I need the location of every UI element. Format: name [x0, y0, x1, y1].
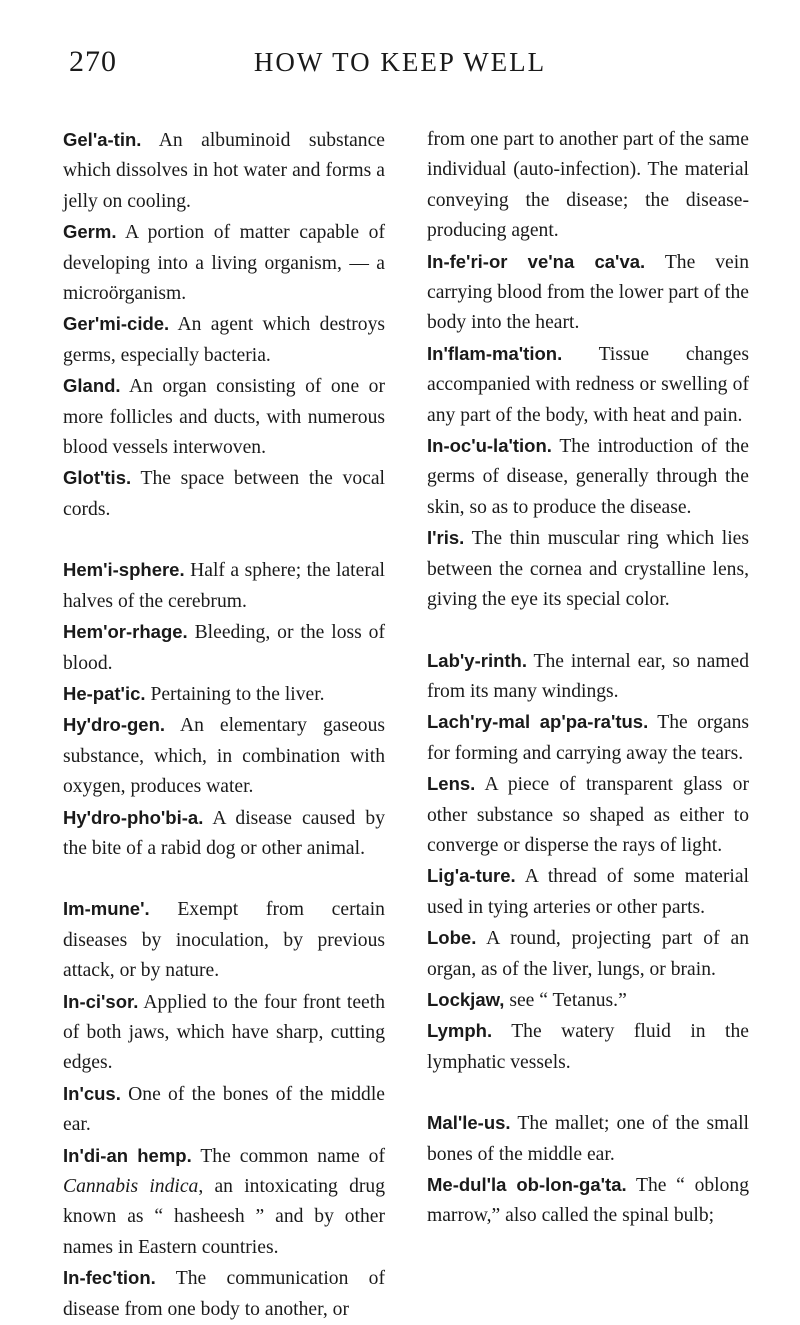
entry-term: Glot'tis.: [63, 467, 132, 489]
entry-definition: The vein carrying blood from the lower part of the body into the heart.: [427, 251, 749, 334]
entry-definition: An elementary gaseous substance, which, in combination with oxygen, produces water.: [63, 715, 385, 798]
entry-definition: An agent which destroys germs, especially bacteria.: [63, 314, 385, 366]
entry-italic-term: Cannabis indica: [63, 1176, 199, 1197]
entry-term: Lab'y-rinth.: [427, 649, 527, 671]
entry-definition: A round, projecting part of an organ, as of the liver, lungs, or brain.: [427, 928, 749, 980]
entry-definition: Half a sphere; the lateral halves of the cerebrum.: [63, 560, 385, 612]
glossary-entry: [63, 555, 385, 617]
entry-term: Lymph.: [427, 1020, 493, 1042]
entry-term: In-ci'sor.: [63, 990, 139, 1012]
entry-definition: Bleeding, or the loss of blood.: [63, 622, 385, 674]
entry-term: In'cus.: [63, 1082, 121, 1104]
entry-definition: A disease caused by the bite of a rabid dog or other animal.: [63, 807, 385, 859]
entry-definition: The internal ear, so named from its many windings.: [427, 650, 749, 702]
entry-definition: Exempt from certain diseases by inoculation, by previous attack, or by nature.: [63, 899, 385, 982]
glossary-entry: [63, 371, 385, 463]
entry-term: Lobe.: [427, 927, 477, 949]
glossary-entry: [427, 431, 749, 523]
glossary-entry: [427, 769, 749, 861]
entry-definition: The watery fluid in the lymphatic vessels.: [427, 1021, 749, 1073]
glossary-entry: [63, 894, 385, 986]
entry-definition: Applied to the four front teeth of both jaws, which have sharp, cutting edges.: [63, 991, 385, 1074]
section-gap: [63, 864, 385, 894]
left-column: [63, 125, 385, 1325]
page-header: [0, 44, 800, 84]
entry-term: Hem'or-rhage.: [63, 621, 188, 643]
entry-term: In'flam-ma'tion.: [427, 342, 563, 364]
glossary-entry: [63, 803, 385, 865]
glossary-entry: [63, 217, 385, 309]
glossary-entry: [63, 617, 385, 679]
entry-term: Hy'dro-pho'bi-a.: [63, 806, 204, 828]
glossary-entry: [427, 1170, 749, 1232]
entry-definition: Pertaining to the liver.: [150, 683, 325, 705]
entry-term: In-fec'tion.: [63, 1267, 156, 1289]
entry-term: Lens.: [427, 773, 476, 795]
glossary-entry: [427, 646, 749, 708]
glossary-entry: [63, 987, 385, 1079]
entry-definition: The introduction of the germs of disease, generally through the skin, so as to produce the disease.: [427, 436, 750, 518]
entry-term: He-pat'ic.: [63, 682, 146, 704]
entry-definition: , an intoxicating drug known as “ hasheesh ” and by other names in Eastern countries.: [63, 1176, 385, 1258]
glossary-entry: [427, 523, 749, 615]
glossary-entry-continued: [427, 125, 749, 247]
glossary-entry: [427, 339, 749, 431]
glossary-entry: [427, 923, 749, 985]
entry-definition: Tissue changes accompanied with redness or swelling of any part of the body, with heat and pain.: [427, 343, 749, 426]
entry-term: Hem'i-sphere.: [63, 559, 185, 581]
entry-term: Me-dul'la ob-lon-ga'ta.: [427, 1174, 627, 1195]
entry-definition: from one part to another part of the same individual (auto-infection). The material conveying the disease; the disease-producing agent.: [427, 129, 749, 242]
glossary-entry: [427, 1108, 749, 1170]
glossary-entry: [427, 707, 749, 769]
entry-term: Germ.: [63, 221, 117, 243]
entry-term: Gel'a-tin.: [63, 129, 142, 150]
entry-term: Mal'le-us.: [427, 1112, 511, 1134]
entry-definition: One of the bones of the middle ear.: [63, 1083, 385, 1136]
entry-definition: A portion of matter capable of developing into a living organism, — a microörganism.: [63, 222, 385, 305]
entry-definition: The common name of: [200, 1145, 385, 1167]
section-gap: [427, 1078, 749, 1108]
glossary-entry: [63, 309, 385, 371]
glossary-entry: [63, 1079, 385, 1141]
entry-term: Ger'mi-cide.: [63, 313, 170, 335]
entry-term: In'di-an hemp.: [63, 1144, 192, 1166]
entry-definition: see “ Tetanus.”: [509, 989, 627, 1011]
glossary-entry: [63, 1141, 385, 1264]
entry-definition: The “ oblong marrow,” also called the spinal bulb;: [427, 1175, 749, 1227]
entry-term: Lig'a-ture.: [427, 865, 516, 887]
entry-definition: An organ consisting of one or more follicles and ducts, with numerous blood vessels interwoven.: [63, 376, 385, 459]
glossary-entry: [63, 679, 385, 710]
glossary-entry: [427, 861, 749, 923]
section-gap: [427, 616, 749, 646]
entry-term: In-oc'u-la'tion.: [427, 435, 552, 457]
right-column: [427, 125, 749, 1232]
glossary-entry: [427, 985, 749, 1016]
glossary-entry: [63, 1263, 385, 1325]
entry-term: Lockjaw,: [427, 988, 505, 1010]
section-gap: [63, 525, 385, 555]
entry-term: Lach'ry-mal ap'pa-ra'tus.: [427, 711, 649, 733]
glossary-entry: [63, 710, 385, 802]
glossary-entry: [63, 125, 385, 217]
entry-definition: The space between the vocal cords.: [63, 468, 386, 520]
running-head: HOW TO KEEP WELL: [253, 47, 547, 77]
entry-definition: An albuminoid substance which dissolves in hot water and forms a jelly on cooling.: [63, 130, 385, 212]
entry-definition: A piece of transparent glass or other substance so shaped as either to converge or disperse the rays of light.: [427, 774, 749, 856]
glossary-entry: [427, 1016, 749, 1078]
entry-term: Gland.: [63, 375, 121, 397]
entry-definition: The mallet; one of the small bones of the middle ear.: [427, 1113, 750, 1165]
glossary-entry: [427, 247, 749, 339]
entry-term: I'ris.: [427, 527, 465, 549]
entry-definition: The organs for forming and carrying away the tears.: [427, 712, 750, 764]
entry-term: Im-mune'.: [63, 898, 150, 920]
entry-definition: A thread of some material used in tying arteries or other parts.: [427, 866, 749, 918]
entry-definition: The thin muscular ring which lies between the cornea and crystalline lens, giving the eye its special color.: [427, 528, 749, 611]
entry-term: Hy'dro-gen.: [63, 714, 166, 736]
entry-definition: The communication of disease from one body to another, or: [63, 1268, 386, 1320]
page-number: 270: [69, 45, 117, 78]
glossary-entry: [63, 463, 385, 525]
entry-term: In-fe'ri-or ve'na ca'va.: [427, 250, 646, 272]
